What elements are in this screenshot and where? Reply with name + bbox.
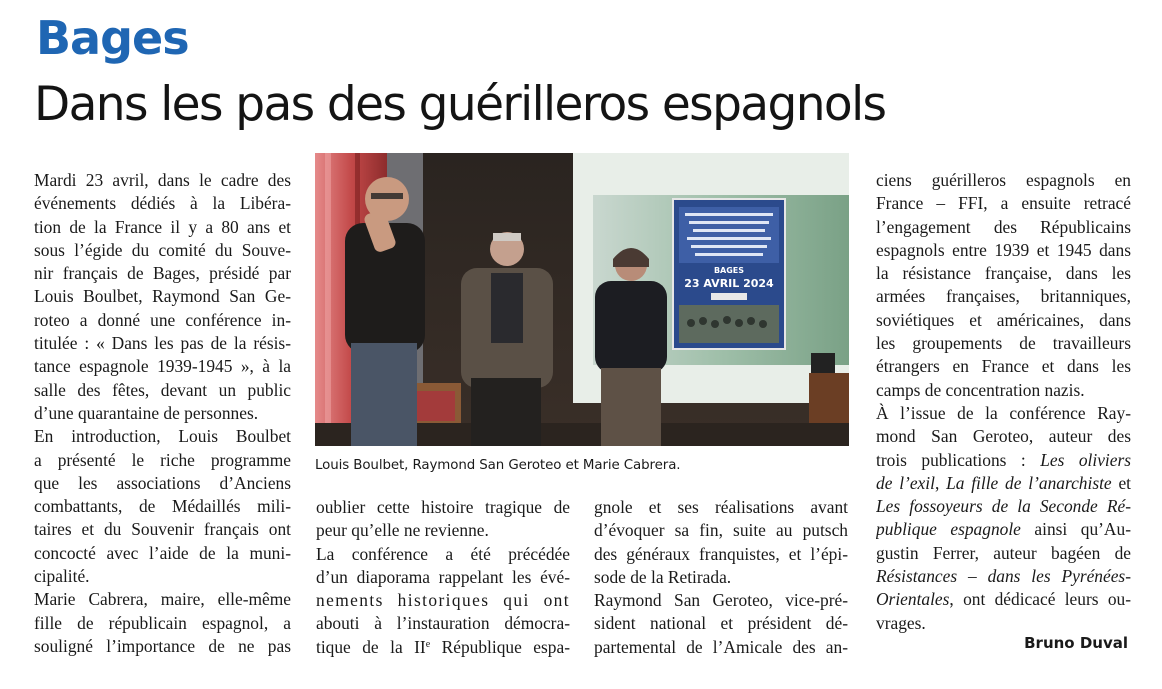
text-line: France – FFI, a ensuite retracé [876, 193, 1131, 214]
text-line: que les associations d’Anciens [34, 472, 291, 493]
text-line: a présenté le riche programme [34, 449, 291, 470]
text-line [876, 565, 1131, 588]
event-photo [315, 153, 849, 446]
text-line: Raymond San Geroteo, vice-pré- [594, 590, 848, 611]
text-line: d’évoquer sa fin, suite au putsch [594, 520, 848, 541]
book-title: Résistances – dans les Pyrénées- [876, 566, 1131, 587]
text-line: la résistance française, dans les [876, 263, 1131, 284]
book-title: Les fossoyeurs de la Seconde Ré- [876, 496, 1131, 517]
text-line: fille de républicain espagnol, a [34, 612, 291, 633]
text-line: sident national et président dé- [594, 613, 848, 634]
text-line: roteo a donné une conférence in- [34, 309, 291, 330]
text-line: Louis Boulbet, Raymond San Ge- [34, 286, 291, 307]
text-segment: ainsi qu’Au- [1020, 519, 1131, 540]
text-line: gustin Ferrer, auteur bagéen de [876, 542, 1131, 563]
article-column-1 [34, 169, 291, 658]
text-line: soviétiques et américaines, dans [876, 309, 1131, 330]
text-line: salle des fêtes, devant un public [34, 379, 291, 400]
photo-illustration [315, 153, 849, 446]
text-line [876, 588, 1131, 611]
byline: Bruno Duval [1024, 634, 1128, 652]
article-column-3 [594, 496, 848, 659]
text-line: nements historiques qui ont [316, 590, 570, 611]
book-title: La fille de l’anarchiste [946, 472, 1112, 493]
text-line: espagnols entre 1939 et 1945 dans [876, 239, 1131, 260]
article-column-4 [876, 169, 1131, 635]
article-column-2 [316, 496, 570, 659]
book-title: publique espagnole [876, 519, 1021, 540]
text-line: l’engagement des Républicains [876, 216, 1131, 237]
poster-place: BAGES [713, 266, 745, 275]
kicker: Bages [36, 11, 189, 65]
text-line: abouti à l’instauration démocra- [316, 613, 570, 634]
text-segment: , ont dédicacé leurs ou- [949, 589, 1131, 610]
text-line: souligné l’importance de ne pas [34, 635, 291, 656]
book-title: Les oliviers [1040, 449, 1131, 470]
text-line: tion de la France il y a 80 ans et [34, 216, 291, 237]
text-line [876, 449, 1131, 472]
text-segment: trois publications : [876, 449, 1041, 470]
poster-date: 23 AVRIL 2024 [684, 277, 774, 290]
poster [673, 199, 785, 349]
text-line: sous l’égide du comité du Souve- [34, 239, 291, 260]
text-line: sode de la Retirada. [594, 566, 732, 587]
text-line [876, 518, 1131, 541]
text-line: tance espagnole 1939-1945 », à la [34, 356, 291, 377]
book-title: de l’exil [876, 472, 935, 493]
text-line: camps de concentration nazis. [876, 379, 1085, 400]
text-line: cipalité. [34, 566, 90, 587]
text-line: Marie Cabrera, maire, elle-même [34, 589, 291, 610]
text-line [876, 472, 1131, 495]
photo-caption: Louis Boulbet, Raymond San Geroteo et Marie Cabrera. [315, 458, 681, 473]
text-segment: , [934, 472, 947, 493]
text-line [876, 495, 1131, 518]
text-line: Mardi 23 avril, dans le cadre des [34, 170, 291, 190]
text-line: En introduction, Louis Boulbet [34, 426, 291, 447]
text-line: titulée : « Dans les pas de la résis- [34, 333, 291, 354]
text-line: combattants, de Médaillés mili- [34, 496, 291, 517]
headline: Dans les pas des guérilleros espagnols [34, 77, 886, 132]
text-line: gnole et ses réalisations avant [594, 497, 848, 517]
text-line: concocté avec l’aide de la muni- [34, 542, 291, 563]
text-line: nir français de Bages, présidé par [34, 263, 291, 284]
text-segment: tique de la II [316, 636, 426, 657]
text-line: La conférence a été précédée [316, 543, 570, 564]
text-line: d’une quarantaine de personnes. [34, 402, 259, 423]
text-line: oublier cette histoire tragique de [316, 497, 570, 517]
text-segment: République espa- [430, 636, 570, 657]
text-line: d’un diaporama rappelant les évé- [316, 566, 570, 587]
text-line: vrages. [876, 612, 926, 633]
text-line [316, 636, 570, 659]
text-line: événements dédiés à la Libéra- [34, 193, 291, 214]
text-line: armées françaises, britanniques, [876, 286, 1131, 307]
text-line: étrangers en France et dans les [876, 356, 1131, 377]
text-line: peur qu’elle ne revienne. [316, 520, 489, 541]
book-title: Orientales [876, 589, 950, 610]
text-line: partemental de l’Amicale des an- [594, 636, 848, 657]
ordinal-superscript: e [425, 638, 431, 650]
text-line: mond San Geroteo, auteur des [876, 426, 1131, 447]
text-line: des généraux franquistes, et l’épi- [594, 543, 848, 564]
text-line: les groupements de travailleurs [876, 333, 1131, 354]
text-line: À l’issue de la conférence Ray- [876, 402, 1131, 423]
text-line: ciens guérilleros espagnols en [876, 170, 1131, 190]
text-line: taires et du Souvenir français ont [34, 519, 291, 540]
text-segment: et [1111, 472, 1131, 493]
